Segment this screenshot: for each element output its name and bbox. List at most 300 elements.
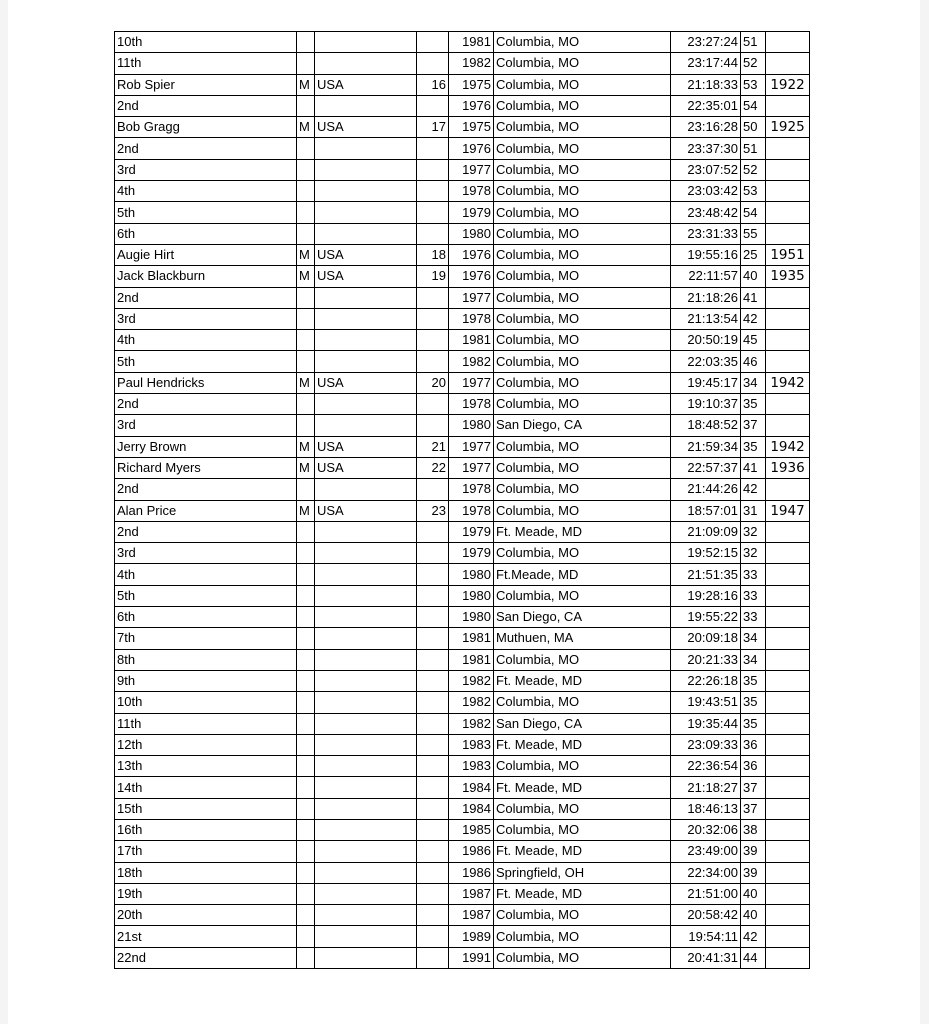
age-cell: 42	[741, 308, 766, 329]
runner-name-cell: 15th	[115, 798, 297, 819]
year-cell: 1981	[449, 649, 494, 670]
finish-time-cell: 19:28:16	[671, 585, 741, 606]
birth-year-cell: 1922	[766, 74, 810, 95]
country-cell: USA	[315, 436, 417, 457]
sex-cell	[297, 564, 315, 585]
location-cell: Ft. Meade, MD	[494, 841, 671, 862]
runner-number-cell	[417, 202, 449, 223]
location-cell: San Diego, CA	[494, 415, 671, 436]
age-cell: 33	[741, 585, 766, 606]
birth-year-cell	[766, 543, 810, 564]
year-cell: 1980	[449, 585, 494, 606]
sex-cell	[297, 308, 315, 329]
year-cell: 1979	[449, 202, 494, 223]
finish-time-cell: 19:10:37	[671, 394, 741, 415]
country-cell	[315, 394, 417, 415]
runner-number-cell: 23	[417, 500, 449, 521]
runner-name-cell: 6th	[115, 223, 297, 244]
finish-time-cell: 21:51:35	[671, 564, 741, 585]
sex-cell: M	[297, 372, 315, 393]
age-cell: 37	[741, 777, 766, 798]
country-cell	[315, 223, 417, 244]
sex-cell	[297, 223, 315, 244]
year-cell: 1982	[449, 670, 494, 691]
table-row	[115, 692, 810, 713]
table-row	[115, 74, 810, 95]
runner-name-cell: 2nd	[115, 95, 297, 116]
finish-time-cell: 21:44:26	[671, 479, 741, 500]
sex-cell: M	[297, 266, 315, 287]
runner-number-cell	[417, 883, 449, 904]
sex-cell	[297, 841, 315, 862]
age-cell: 52	[741, 159, 766, 180]
age-cell: 38	[741, 819, 766, 840]
finish-time-cell: 19:52:15	[671, 543, 741, 564]
age-cell: 36	[741, 734, 766, 755]
country-cell	[315, 95, 417, 116]
runner-number-cell	[417, 564, 449, 585]
age-cell: 39	[741, 862, 766, 883]
country-cell	[315, 777, 417, 798]
birth-year-cell: 1942	[766, 436, 810, 457]
table-row	[115, 585, 810, 606]
runner-name-cell: Rob Spier	[115, 74, 297, 95]
finish-time-cell: 22:36:54	[671, 756, 741, 777]
country-cell	[315, 905, 417, 926]
runner-name-cell: 5th	[115, 202, 297, 223]
age-cell: 40	[741, 905, 766, 926]
country-cell: USA	[315, 117, 417, 138]
runner-name-cell: 21st	[115, 926, 297, 947]
runner-name-cell: 2nd	[115, 287, 297, 308]
year-cell: 1980	[449, 607, 494, 628]
year-cell: 1991	[449, 947, 494, 968]
country-cell: USA	[315, 500, 417, 521]
results-table-body	[115, 32, 810, 969]
location-cell: Columbia, MO	[494, 53, 671, 74]
finish-time-cell: 21:18:33	[671, 74, 741, 95]
country-cell	[315, 819, 417, 840]
location-cell: Columbia, MO	[494, 585, 671, 606]
runner-name-cell: 2nd	[115, 138, 297, 159]
runner-number-cell	[417, 607, 449, 628]
age-cell: 33	[741, 607, 766, 628]
location-cell: Columbia, MO	[494, 351, 671, 372]
age-cell: 35	[741, 394, 766, 415]
year-cell: 1982	[449, 692, 494, 713]
year-cell: 1977	[449, 287, 494, 308]
table-row	[115, 926, 810, 947]
runner-number-cell: 20	[417, 372, 449, 393]
location-cell: Columbia, MO	[494, 500, 671, 521]
age-cell: 31	[741, 500, 766, 521]
age-cell: 55	[741, 223, 766, 244]
country-cell	[315, 415, 417, 436]
finish-time-cell: 23:37:30	[671, 138, 741, 159]
runner-number-cell	[417, 394, 449, 415]
location-cell: Columbia, MO	[494, 926, 671, 947]
age-cell: 40	[741, 266, 766, 287]
age-cell: 25	[741, 244, 766, 265]
location-cell: Columbia, MO	[494, 543, 671, 564]
runner-number-cell: 18	[417, 244, 449, 265]
birth-year-cell	[766, 777, 810, 798]
age-cell: 35	[741, 670, 766, 691]
runner-name-cell: Augie Hirt	[115, 244, 297, 265]
country-cell: USA	[315, 74, 417, 95]
country-cell	[315, 628, 417, 649]
age-cell: 53	[741, 181, 766, 202]
age-cell: 41	[741, 287, 766, 308]
table-row	[115, 756, 810, 777]
birth-year-cell: 1925	[766, 117, 810, 138]
runner-name-cell: 17th	[115, 841, 297, 862]
finish-time-cell: 22:34:00	[671, 862, 741, 883]
country-cell	[315, 330, 417, 351]
table-row	[115, 372, 810, 393]
runner-name-cell: 8th	[115, 649, 297, 670]
table-row	[115, 734, 810, 755]
year-cell: 1984	[449, 798, 494, 819]
country-cell	[315, 308, 417, 329]
finish-time-cell: 19:55:22	[671, 607, 741, 628]
finish-time-cell: 23:09:33	[671, 734, 741, 755]
location-cell: Columbia, MO	[494, 479, 671, 500]
finish-time-cell: 20:32:06	[671, 819, 741, 840]
sex-cell	[297, 415, 315, 436]
location-cell: Columbia, MO	[494, 798, 671, 819]
birth-year-cell	[766, 223, 810, 244]
runner-name-cell: Jerry Brown	[115, 436, 297, 457]
birth-year-cell	[766, 181, 810, 202]
runner-name-cell: 2nd	[115, 479, 297, 500]
runner-number-cell	[417, 287, 449, 308]
year-cell: 1978	[449, 479, 494, 500]
location-cell: Muthuen, MA	[494, 628, 671, 649]
finish-time-cell: 22:26:18	[671, 670, 741, 691]
table-row	[115, 798, 810, 819]
age-cell: 44	[741, 947, 766, 968]
sex-cell	[297, 521, 315, 542]
country-cell	[315, 521, 417, 542]
table-row	[115, 308, 810, 329]
year-cell: 1980	[449, 564, 494, 585]
age-cell: 35	[741, 692, 766, 713]
location-cell: Columbia, MO	[494, 905, 671, 926]
runner-name-cell: 13th	[115, 756, 297, 777]
location-cell: Columbia, MO	[494, 32, 671, 53]
year-cell: 1977	[449, 372, 494, 393]
age-cell: 42	[741, 926, 766, 947]
birth-year-cell	[766, 862, 810, 883]
age-cell: 37	[741, 798, 766, 819]
birth-year-cell	[766, 394, 810, 415]
location-cell: Columbia, MO	[494, 372, 671, 393]
sex-cell	[297, 947, 315, 968]
age-cell: 42	[741, 479, 766, 500]
sex-cell	[297, 330, 315, 351]
runner-number-cell	[417, 841, 449, 862]
birth-year-cell	[766, 138, 810, 159]
runner-name-cell: 9th	[115, 670, 297, 691]
country-cell	[315, 713, 417, 734]
table-row	[115, 330, 810, 351]
table-row	[115, 223, 810, 244]
sex-cell	[297, 628, 315, 649]
sex-cell	[297, 32, 315, 53]
country-cell	[315, 926, 417, 947]
runner-number-cell	[417, 181, 449, 202]
birth-year-cell	[766, 841, 810, 862]
table-row	[115, 628, 810, 649]
finish-time-cell: 22:11:57	[671, 266, 741, 287]
table-row	[115, 564, 810, 585]
runner-number-cell	[417, 862, 449, 883]
location-cell: Columbia, MO	[494, 266, 671, 287]
country-cell	[315, 479, 417, 500]
finish-time-cell: 21:51:00	[671, 883, 741, 904]
country-cell	[315, 734, 417, 755]
sex-cell	[297, 819, 315, 840]
location-cell: Columbia, MO	[494, 138, 671, 159]
location-cell: Columbia, MO	[494, 692, 671, 713]
age-cell: 32	[741, 521, 766, 542]
location-cell: Columbia, MO	[494, 436, 671, 457]
location-cell: Columbia, MO	[494, 947, 671, 968]
location-cell: Columbia, MO	[494, 181, 671, 202]
sex-cell	[297, 777, 315, 798]
location-cell: Ft. Meade, MD	[494, 777, 671, 798]
age-cell: 34	[741, 628, 766, 649]
birth-year-cell	[766, 649, 810, 670]
runner-name-cell: 12th	[115, 734, 297, 755]
runner-number-cell	[417, 415, 449, 436]
year-cell: 1976	[449, 138, 494, 159]
year-cell: 1979	[449, 543, 494, 564]
year-cell: 1975	[449, 74, 494, 95]
country-cell	[315, 543, 417, 564]
runner-name-cell: Alan Price	[115, 500, 297, 521]
birth-year-cell	[766, 798, 810, 819]
country-cell	[315, 607, 417, 628]
finish-time-cell: 23:31:33	[671, 223, 741, 244]
year-cell: 1977	[449, 436, 494, 457]
table-row	[115, 607, 810, 628]
finish-time-cell: 23:49:00	[671, 841, 741, 862]
location-cell: Columbia, MO	[494, 287, 671, 308]
country-cell	[315, 32, 417, 53]
birth-year-cell	[766, 628, 810, 649]
sex-cell	[297, 351, 315, 372]
table-row	[115, 819, 810, 840]
birth-year-cell	[766, 905, 810, 926]
location-cell: Springfield, OH	[494, 862, 671, 883]
age-cell: 52	[741, 53, 766, 74]
age-cell: 53	[741, 74, 766, 95]
finish-time-cell: 23:16:28	[671, 117, 741, 138]
country-cell	[315, 862, 417, 883]
table-row	[115, 53, 810, 74]
location-cell: Columbia, MO	[494, 308, 671, 329]
sex-cell: M	[297, 74, 315, 95]
runner-number-cell	[417, 95, 449, 116]
runner-number-cell	[417, 692, 449, 713]
age-cell: 34	[741, 372, 766, 393]
year-cell: 1989	[449, 926, 494, 947]
birth-year-cell	[766, 585, 810, 606]
runner-name-cell: 10th	[115, 32, 297, 53]
age-cell: 51	[741, 138, 766, 159]
table-row	[115, 777, 810, 798]
runner-name-cell: 2nd	[115, 394, 297, 415]
sex-cell	[297, 883, 315, 904]
runner-number-cell	[417, 649, 449, 670]
runner-name-cell: 3rd	[115, 159, 297, 180]
runner-name-cell: 22nd	[115, 947, 297, 968]
country-cell	[315, 159, 417, 180]
country-cell	[315, 564, 417, 585]
birth-year-cell	[766, 947, 810, 968]
sex-cell	[297, 95, 315, 116]
country-cell	[315, 202, 417, 223]
age-cell: 32	[741, 543, 766, 564]
table-row	[115, 500, 810, 521]
location-cell: Columbia, MO	[494, 330, 671, 351]
year-cell: 1979	[449, 521, 494, 542]
year-cell: 1978	[449, 394, 494, 415]
country-cell	[315, 756, 417, 777]
birth-year-cell	[766, 713, 810, 734]
finish-time-cell: 23:48:42	[671, 202, 741, 223]
year-cell: 1984	[449, 777, 494, 798]
table-row	[115, 713, 810, 734]
location-cell: Ft. Meade, MD	[494, 734, 671, 755]
runner-number-cell: 16	[417, 74, 449, 95]
table-row	[115, 436, 810, 457]
runner-name-cell: 5th	[115, 351, 297, 372]
sex-cell: M	[297, 457, 315, 478]
country-cell	[315, 947, 417, 968]
sex-cell	[297, 543, 315, 564]
location-cell: Columbia, MO	[494, 649, 671, 670]
finish-time-cell: 20:41:31	[671, 947, 741, 968]
runner-number-cell	[417, 905, 449, 926]
table-row	[115, 32, 810, 53]
sex-cell	[297, 138, 315, 159]
birth-year-cell: 1942	[766, 372, 810, 393]
age-cell: 45	[741, 330, 766, 351]
year-cell: 1981	[449, 32, 494, 53]
birth-year-cell	[766, 692, 810, 713]
sex-cell	[297, 181, 315, 202]
sex-cell	[297, 202, 315, 223]
runner-name-cell: 16th	[115, 819, 297, 840]
table-row	[115, 287, 810, 308]
age-cell: 54	[741, 95, 766, 116]
year-cell: 1976	[449, 266, 494, 287]
birth-year-cell: 1951	[766, 244, 810, 265]
runner-number-cell	[417, 308, 449, 329]
finish-time-cell: 21:13:54	[671, 308, 741, 329]
year-cell: 1987	[449, 883, 494, 904]
runner-name-cell: Jack Blackburn	[115, 266, 297, 287]
finish-time-cell: 23:07:52	[671, 159, 741, 180]
runner-number-cell	[417, 819, 449, 840]
sex-cell	[297, 926, 315, 947]
finish-time-cell: 22:03:35	[671, 351, 741, 372]
sex-cell	[297, 287, 315, 308]
finish-time-cell: 19:55:16	[671, 244, 741, 265]
location-cell: Ft. Meade, MD	[494, 670, 671, 691]
table-row	[115, 202, 810, 223]
country-cell	[315, 138, 417, 159]
table-row	[115, 543, 810, 564]
country-cell	[315, 287, 417, 308]
runner-name-cell: 14th	[115, 777, 297, 798]
sex-cell	[297, 585, 315, 606]
birth-year-cell	[766, 415, 810, 436]
sex-cell	[297, 53, 315, 74]
sex-cell: M	[297, 117, 315, 138]
runner-number-cell	[417, 713, 449, 734]
age-cell: 51	[741, 32, 766, 53]
location-cell: Columbia, MO	[494, 159, 671, 180]
runner-number-cell	[417, 798, 449, 819]
sex-cell	[297, 798, 315, 819]
birth-year-cell	[766, 53, 810, 74]
sex-cell	[297, 159, 315, 180]
year-cell: 1983	[449, 756, 494, 777]
birth-year-cell	[766, 607, 810, 628]
birth-year-cell: 1935	[766, 266, 810, 287]
age-cell: 46	[741, 351, 766, 372]
runner-name-cell: 4th	[115, 181, 297, 202]
runner-name-cell: 11th	[115, 713, 297, 734]
sex-cell	[297, 905, 315, 926]
age-cell: 35	[741, 436, 766, 457]
table-row	[115, 862, 810, 883]
table-row	[115, 159, 810, 180]
year-cell: 1976	[449, 244, 494, 265]
age-cell: 40	[741, 883, 766, 904]
birth-year-cell	[766, 308, 810, 329]
runner-number-cell: 17	[417, 117, 449, 138]
runner-number-cell	[417, 479, 449, 500]
birth-year-cell	[766, 756, 810, 777]
finish-time-cell: 19:45:17	[671, 372, 741, 393]
finish-time-cell: 19:35:44	[671, 713, 741, 734]
birth-year-cell	[766, 202, 810, 223]
table-row	[115, 521, 810, 542]
year-cell: 1977	[449, 159, 494, 180]
birth-year-cell	[766, 32, 810, 53]
table-row	[115, 95, 810, 116]
runner-name-cell: 10th	[115, 692, 297, 713]
sex-cell: M	[297, 500, 315, 521]
finish-time-cell: 21:59:34	[671, 436, 741, 457]
runner-name-cell: 20th	[115, 905, 297, 926]
location-cell: San Diego, CA	[494, 607, 671, 628]
location-cell: Ft.Meade, MD	[494, 564, 671, 585]
table-row	[115, 351, 810, 372]
runner-name-cell: 7th	[115, 628, 297, 649]
results-table	[114, 31, 810, 969]
country-cell	[315, 670, 417, 691]
age-cell: 39	[741, 841, 766, 862]
year-cell: 1982	[449, 351, 494, 372]
year-cell: 1982	[449, 53, 494, 74]
sex-cell	[297, 607, 315, 628]
